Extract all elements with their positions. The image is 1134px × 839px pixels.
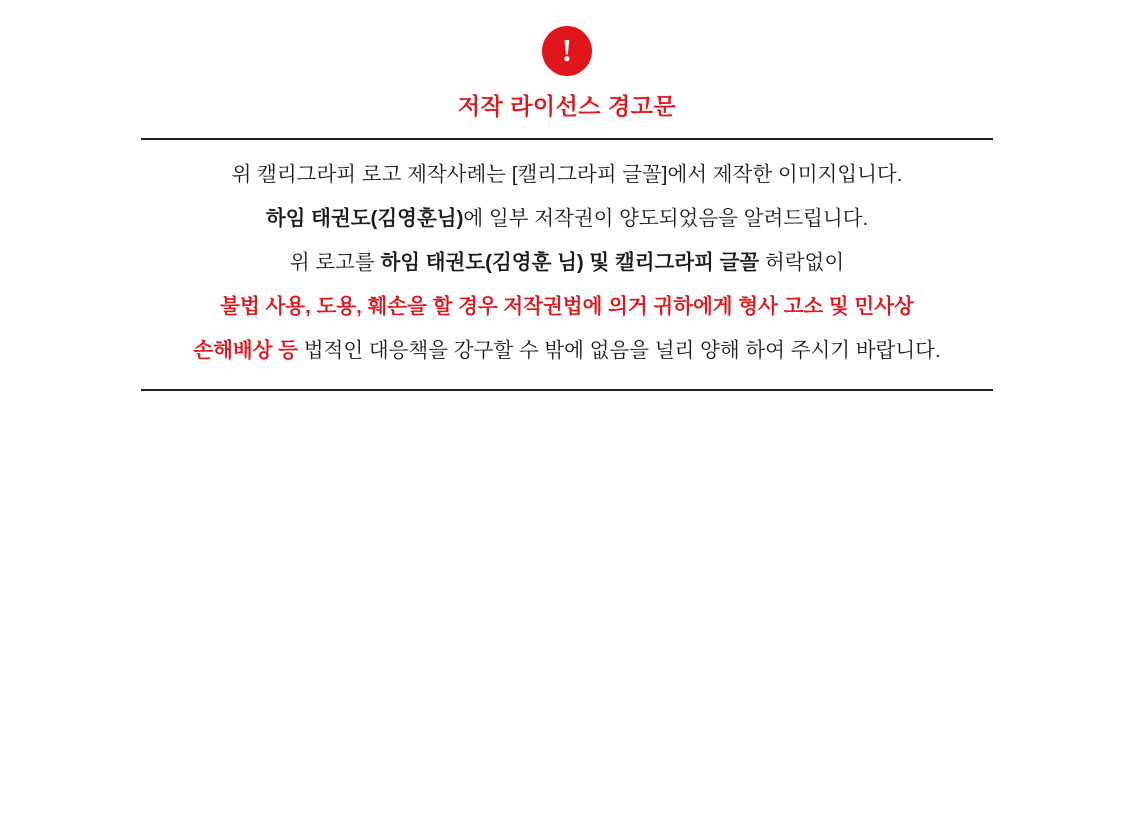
notice-line-1 (141, 153, 993, 197)
page-title: 저작 라이선스 경고문 (457, 93, 677, 119)
notice-line-4 (141, 285, 993, 329)
notice-line-3-segment-1: 위 로고를 (289, 251, 381, 274)
notice-line-2-segment-1: 하임 태권도(김영훈님) (265, 207, 464, 230)
notice-line-3-segment-2: 하임 태권도(김영훈 님) 및 캘리그라피 글꼴 (380, 251, 760, 274)
notice-line-3 (141, 241, 993, 285)
copyright-warning-notice (0, 0, 1134, 391)
exclamation-mark-glyph: ! (561, 32, 573, 68)
notice-line-2-segment-2: 에 일부 저작권이 양도되었음을 알려드립니다. (463, 207, 869, 230)
notice-line-2 (141, 197, 993, 241)
warning-badge-row (0, 26, 1134, 76)
notice-line-1-segment-1: 위 캘리그라피 로고 제작사례는 [캘리그라피 글꼴]에서 제작한 이미지입니다. (231, 163, 903, 186)
notice-body (141, 138, 993, 391)
notice-line-3-segment-3: 허락없이 (759, 251, 845, 274)
notice-line-5-segment-1: 손해배상 등 (193, 339, 299, 362)
exclamation-circle-icon (542, 26, 592, 76)
notice-line-5-segment-2: 법적인 대응책을 강구할 수 밖에 없음을 널리 양해 하여 주시기 바랍니다. (298, 339, 941, 362)
notice-line-5 (141, 329, 993, 373)
notice-line-4-segment-1: 불법 사용, 도용, 훼손을 할 경우 저작권법에 의거 귀하에게 형사 고소 및 민사상 (220, 295, 914, 318)
